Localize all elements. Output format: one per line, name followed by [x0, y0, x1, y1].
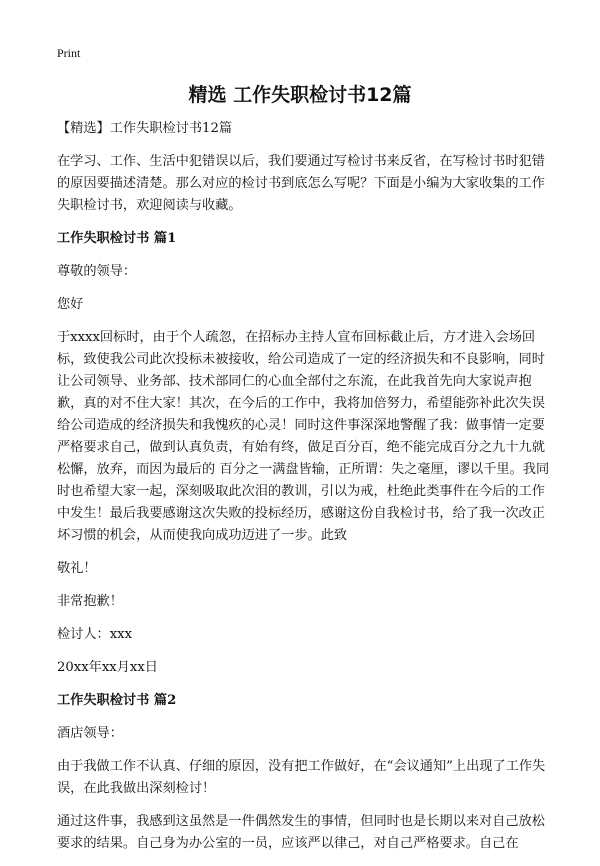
section-heading: 工作失职检讨书 篇2 — [57, 693, 177, 708]
greeting: 您好 — [57, 297, 84, 312]
print-label[interactable]: Print — [57, 46, 81, 60]
apology: 非常抱歉！ — [57, 594, 123, 609]
salutation: 尊敬的领导： — [57, 264, 137, 279]
body-paragraph: 由于我做工作不认真、仔细的原因，没有把工作做好，在“会议通知”上出现了工作失误，在此我做出深刻检讨！ — [57, 759, 546, 796]
date: 20xx年xx月xx日 — [57, 660, 158, 675]
signature: 检讨人：xxx — [57, 627, 133, 642]
body-paragraph: 通过这件事，我感到这虽然是一件偶然发生的事情，但同时也是长期以来对自己放松要求的结果。自己身为办公室的一员，应该严以律己，对自己严格要求。自己在 — [57, 814, 545, 851]
document-title: 精选 工作失职检讨书12篇 — [188, 84, 412, 106]
intro-paragraph: 在学习、工作、生活中犯错误以后，我们要通过写检讨书来反省，在写检讨书时犯错的原因要描述清楚。那么对应的检讨书到底怎么写呢？下面是小编为大家收集的工作失职检讨书，欢迎阅读与收藏。 — [57, 154, 545, 213]
section-heading: 工作失职检讨书 篇1 — [57, 231, 177, 246]
body-paragraph: 于xxxx回标时，由于个人疏忽，在招标办主持人宣布回标截止后，方才进入会场回标，致使我公司此次投标未被接收，给公司造成了一定的经济损失和不良影响，同时让公司领导、业务部、技术部同仁的心血全部付之东流，在此我首先向大家说声抱歉，真的对不住大家！其次，在今后的工作中，我将加倍努力，希望能弥补此次失误给公司造成的经济损失和我愧疚的心灵！同时这件事深深地警醒了我：做事情一定要严格要求自己，做到认真负责，有始有终，做足百分百，绝不能完成百分之九十九就松懈，放弃，而因为最后的 百分之一满盘皆输，正所谓：失之毫厘，谬以千里。我同时也希望大家一起，深刻吸取此次泪的教训，引以为戒，杜绝此类事件在今后的工作中发生！最后我要感谢这次失败的投标经历，感谢这份自我检讨书，给了我一次改正坏习惯的机会，从而使我向成功迈进了一步。此致 — [57, 330, 550, 543]
closing: 敬礼！ — [57, 561, 97, 576]
salutation: 酒店领导： — [57, 726, 123, 741]
lead-paragraph: 【精选】工作失职检讨书12篇 — [57, 121, 233, 136]
document-body — [57, 118, 551, 866]
